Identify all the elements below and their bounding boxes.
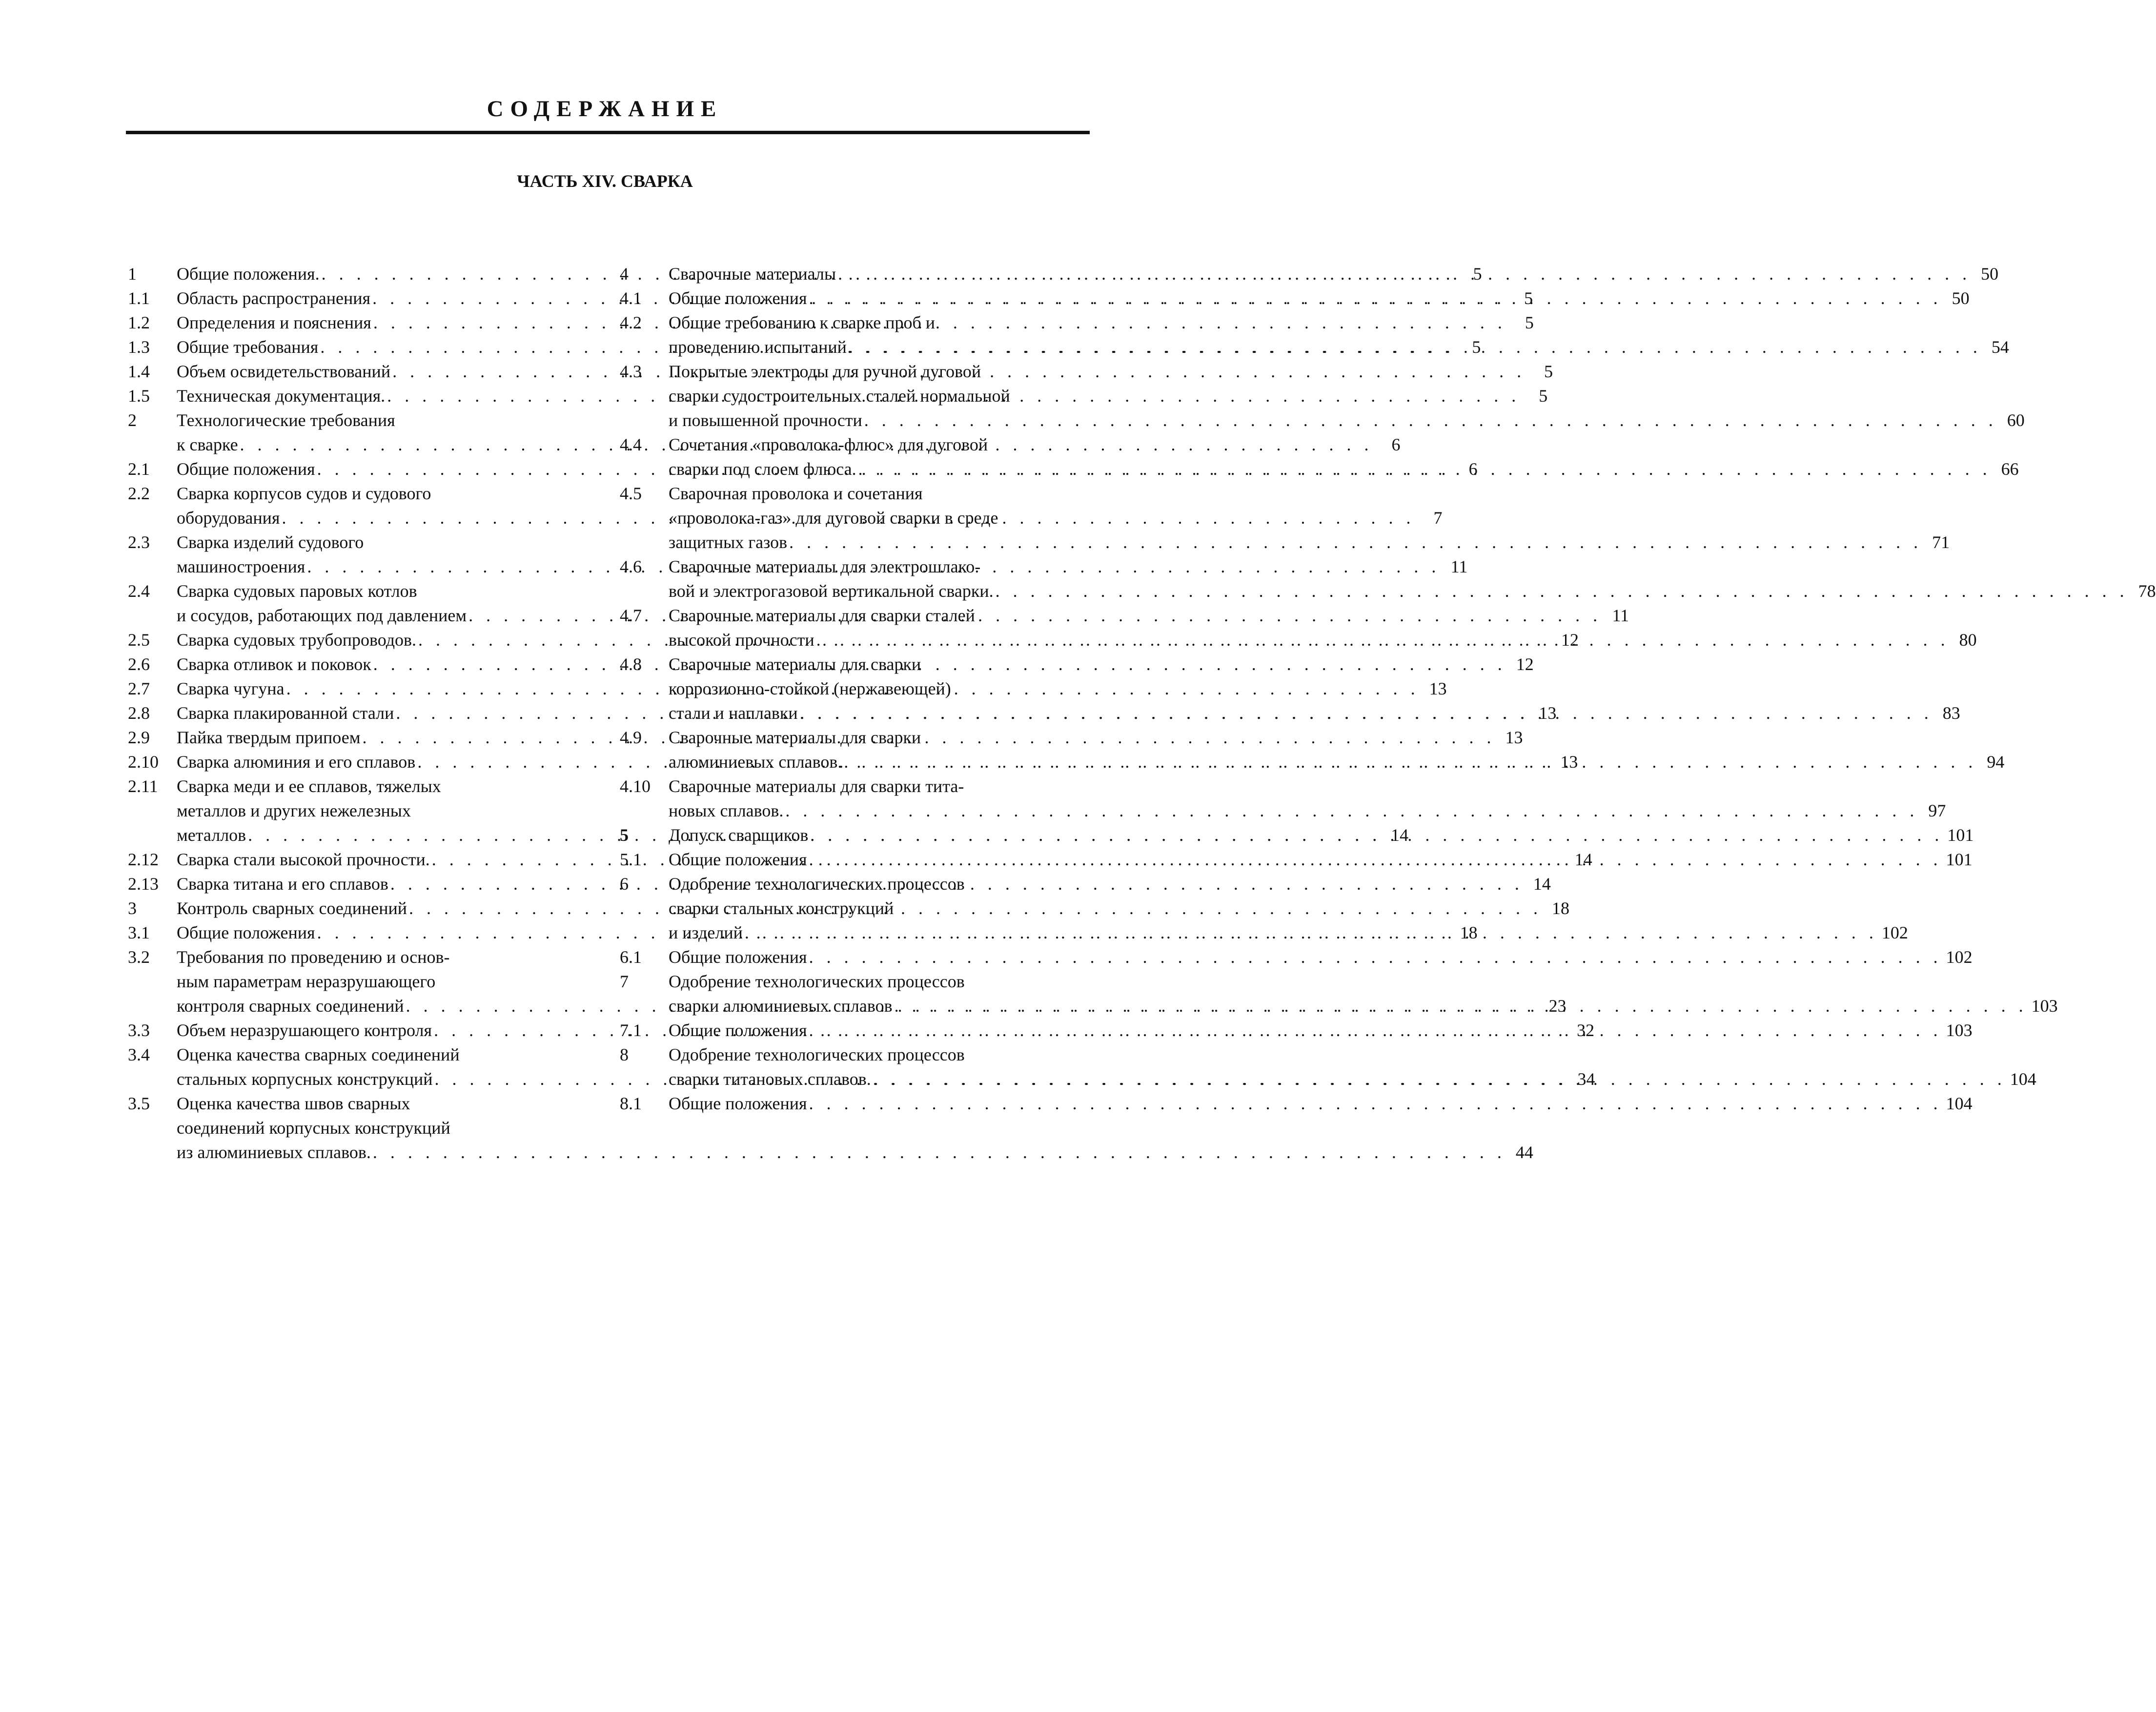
dot-leader xyxy=(807,1091,1942,1116)
toc-entry-number: 6.1 xyxy=(620,947,642,967)
dot-leader xyxy=(807,1018,1942,1042)
toc-entry-title-line: Технологические требования xyxy=(177,410,395,430)
toc-entry-page: 94 xyxy=(1987,752,2005,772)
toc-entry-title-line: Область распространения xyxy=(177,288,371,308)
dot-leader xyxy=(836,262,1971,286)
toc-entry-last-line xyxy=(669,530,1950,554)
toc-entry-title-line: Сварка алюминия и его сплавов xyxy=(177,752,416,772)
toc-entry-title-line: Одобрение технологических процессов xyxy=(669,1045,965,1064)
toc-entry-last-line xyxy=(669,1091,1973,1116)
toc-entry-number: 2.1 xyxy=(128,459,150,479)
toc-entry-title-line: стали и наплавки xyxy=(669,703,798,723)
toc-entry-page: 18 xyxy=(1460,923,1478,942)
toc-entry-number: 2 xyxy=(128,410,137,430)
toc-entry-title-line: Общие положения xyxy=(669,1020,807,1040)
toc-entry-title-line: Сварка стали высокой прочности. xyxy=(177,850,430,869)
dot-leader xyxy=(842,750,1977,774)
toc-entry-number: 1.3 xyxy=(128,337,150,357)
toc-entry-title-line: Сочетания «проволока-флюс» для дуговой xyxy=(669,435,988,454)
toc-entry-title-line: сварки титановых сплавов. xyxy=(669,1069,871,1089)
toc-entry-title-line: соединений корпусных конструкций xyxy=(177,1118,450,1138)
toc-entry-body xyxy=(669,554,2156,603)
toc-entry-page: 78 xyxy=(2138,581,2156,601)
toc-entry-number: 4.2 xyxy=(620,313,642,332)
toc-entry-number: 8.1 xyxy=(620,1094,642,1113)
toc-entry-title-line: Техническая документация. xyxy=(177,386,386,406)
toc-entry-body xyxy=(669,969,2058,1018)
toc-entry-last-line xyxy=(669,798,1946,823)
toc-entry-title-line: машиностроения xyxy=(177,557,305,576)
toc-entry-last-line xyxy=(669,335,2009,359)
toc-entry-title-line: Общие положения xyxy=(669,1094,807,1113)
toc-entry-number: 4.4 xyxy=(620,435,642,454)
toc-entry-title-line: Сварочные материалы xyxy=(669,264,836,284)
toc-entry-page: 83 xyxy=(1942,703,1960,723)
toc-entry-number: 3.2 xyxy=(128,947,150,967)
toc-entry-number: 3.4 xyxy=(128,1045,150,1064)
dot-leader xyxy=(862,408,1997,432)
toc-entry-title-line: Сварка изделий судового xyxy=(177,532,364,552)
toc-entry-title-line: Общие положения xyxy=(177,459,315,479)
toc-entry-number: 3.3 xyxy=(128,1020,150,1040)
dot-leader xyxy=(814,628,1950,652)
toc-entry-page: 5 xyxy=(1525,313,1534,332)
toc-entry-number: 5 xyxy=(620,825,629,845)
toc-entry-title-line: металлов xyxy=(177,825,246,845)
toc-entry-page: 23 xyxy=(1548,996,1566,1016)
toc-entry-number: 2.9 xyxy=(128,728,150,747)
toc-entry-number: 7 xyxy=(620,972,629,991)
toc-entry-last-line xyxy=(669,701,1960,725)
toc-entry-page: 7 xyxy=(1433,508,1443,528)
toc-entry-number: 3 xyxy=(128,898,137,918)
dot-leader xyxy=(807,286,1942,310)
toc-entry-page: 32 xyxy=(1577,1020,1595,1040)
title-rule xyxy=(126,131,1090,134)
toc-entry-title-line: защитных газов xyxy=(669,532,788,552)
toc-entry-number: 7.1 xyxy=(620,1020,642,1040)
toc-entry-title-line: Одобрение технологических процессов xyxy=(669,874,965,894)
toc-entry-last-line xyxy=(669,1067,2036,1091)
toc-entry-number: 4.6 xyxy=(620,557,642,576)
dot-leader xyxy=(871,1067,2006,1091)
toc-entry-title-line: из алюминиевых сплавов. xyxy=(177,1142,371,1162)
toc-entry-page: 5 xyxy=(1524,288,1533,308)
toc-entry-title-line: Сварка титана и его сплавов xyxy=(177,874,388,894)
toc-entry[interactable] xyxy=(620,481,1950,554)
toc-entry-page: 13 xyxy=(1505,728,1523,747)
toc-entry-page: 104 xyxy=(2010,1069,2036,1089)
toc-entry-number: 1 xyxy=(128,264,137,284)
toc-entry-page: 54 xyxy=(1991,337,2009,357)
toc-entry-title-line: Сварка плакированной стали xyxy=(177,703,394,723)
toc-entry-number: 4.3 xyxy=(620,362,642,381)
toc-entry-page: 102 xyxy=(1946,947,1973,967)
toc-entry-title-line: Общие положения. xyxy=(177,264,320,284)
toc-entry-title-line: и повышенной прочности xyxy=(669,410,862,430)
toc-entry-number: 1.4 xyxy=(128,362,150,381)
toc-entry-body xyxy=(669,359,2025,432)
toc-entry-title-line: Общие положения xyxy=(669,288,807,308)
dot-leader xyxy=(783,798,1918,823)
dot-leader xyxy=(856,457,1992,481)
toc-entry-body xyxy=(669,725,2004,774)
toc-entry-title-line: алюминиевых сплавов. xyxy=(669,752,842,772)
toc-entry-title-line: Сварка чугуна xyxy=(177,679,285,698)
toc-entry-number: 3.1 xyxy=(128,923,150,942)
toc-entry-title-line: к сварке xyxy=(177,435,238,454)
dot-leader xyxy=(847,335,1982,359)
toc-entry-title-line: Сварка меди и ее сплавов, тяжелых xyxy=(177,776,441,796)
toc-entry-title-line: Общие требования xyxy=(177,337,319,357)
toc-entry-number: 4.1 xyxy=(620,288,642,308)
toc-entry-number: 2.6 xyxy=(128,654,150,674)
toc-entry-title-line: коррозионно-стойкой (нержавеющей) xyxy=(669,679,951,698)
toc-entry-title-line: Оценка качества швов сварных xyxy=(177,1094,410,1113)
toc-entry-title-line: сварки алюминиевых сплавов xyxy=(669,996,893,1016)
dot-leader xyxy=(807,847,1942,872)
toc-entry-number: 4.5 xyxy=(620,484,642,503)
toc-entry-number: 2.5 xyxy=(128,630,150,650)
toc-entry-page: 103 xyxy=(1946,1020,1973,1040)
toc-entry-title-line: Общие положения xyxy=(669,947,807,967)
toc-entry-number: 2.11 xyxy=(128,776,158,796)
toc-entry-title-line: Пайка твердым припоем xyxy=(177,728,361,747)
toc-entry-body xyxy=(669,603,1977,652)
toc-entry-body xyxy=(669,310,2009,359)
toc-entry-number: 4 xyxy=(620,264,629,284)
toc-entry-title-line: контроля сварных соединений xyxy=(177,996,404,1016)
toc-entry-page: 80 xyxy=(1959,630,1977,650)
toc-entry-title-line: Одобрение технологических процессов xyxy=(669,972,965,991)
toc-entry-number: 2.4 xyxy=(128,581,150,601)
dot-leader xyxy=(808,823,1943,847)
toc-entry-last-line xyxy=(177,1140,1533,1164)
toc-entry-last-line xyxy=(669,262,1998,286)
dot-leader xyxy=(787,530,1922,554)
toc-entry-page: 13 xyxy=(1560,752,1578,772)
toc-entry-page: 101 xyxy=(1946,850,1973,869)
toc-entry-page: 18 xyxy=(1552,898,1570,918)
toc-entry-page: 5 xyxy=(1539,386,1548,406)
toc-entry-body xyxy=(669,847,1973,872)
page-title: СОДЕРЖАНИЕ xyxy=(487,96,723,122)
toc-entry-last-line xyxy=(669,847,1973,872)
toc-entry-title-line: Покрытые электроды для ручной дуговой xyxy=(669,362,981,381)
toc-entry-title-line: Объем освидетельствований xyxy=(177,362,391,381)
toc-entry-page: 101 xyxy=(1947,825,1974,845)
toc-entry-title-line: оборудования xyxy=(177,508,280,528)
toc-entry-page: 6 xyxy=(1391,435,1401,454)
toc-entry-last-line xyxy=(669,1018,1973,1042)
toc-entry-number: 2.13 xyxy=(128,874,159,894)
toc-entry-title-line: Требования по проведению и основ- xyxy=(177,947,450,967)
toc-entry-page: 14 xyxy=(1574,850,1592,869)
toc-entry-body xyxy=(669,262,1998,286)
toc-entry-page: 6 xyxy=(1468,459,1478,479)
toc-entry-page: 50 xyxy=(1952,288,1970,308)
toc-entry-page: 104 xyxy=(1946,1094,1973,1113)
toc-entry-page: 60 xyxy=(2007,410,2025,430)
toc-entry-title-line: вой и электрогазовой вертикальной сварки. xyxy=(669,581,994,601)
toc-entry-page: 5 xyxy=(1544,362,1553,381)
toc-entry-number: 8 xyxy=(620,1045,629,1064)
toc-entry-title-line: Сварка корпусов судов и судового xyxy=(177,484,431,503)
toc-entry-title-line: Общие положения xyxy=(177,923,315,942)
toc-entry-page: 14 xyxy=(1533,874,1551,894)
toc-entry-number: 4.9 xyxy=(620,728,642,747)
toc-entry-page: 12 xyxy=(1561,630,1579,650)
dot-leader xyxy=(743,920,1878,945)
toc-entry-page: 13 xyxy=(1429,679,1447,698)
toc-entry-number: 1.5 xyxy=(128,386,150,406)
toc-entry-number: 1.1 xyxy=(128,288,150,308)
toc-entry-page: 5 xyxy=(1472,337,1481,357)
toc-entry-page: 97 xyxy=(1928,801,1946,820)
toc-entry-body xyxy=(669,1018,1973,1042)
toc-entry-title-line: Объем неразрушающего контроля xyxy=(177,1020,432,1040)
toc-entry-body xyxy=(669,652,1960,725)
toc-entry-number: 3.5 xyxy=(128,1094,150,1113)
toc-entry-number: 6 xyxy=(620,874,629,894)
toc-entry-last-line xyxy=(669,286,1970,310)
dot-leader xyxy=(893,994,2028,1018)
toc-entry-number: 2.2 xyxy=(128,484,150,503)
toc-entry-title-line: Оценка качества сварных соединений xyxy=(177,1045,460,1064)
toc-entry[interactable] xyxy=(620,1091,1973,1116)
toc-entry-title-line: Сварка судовых трубопроводов. xyxy=(177,630,417,650)
toc-entry-title-line: Общие требованию к сварке проб и xyxy=(669,313,936,332)
toc-entry[interactable] xyxy=(620,359,2025,432)
toc-entry-title-line: сварки стальных конструкций xyxy=(669,898,894,918)
toc-entry-page: 44 xyxy=(1515,1142,1533,1162)
toc-entry[interactable] xyxy=(620,432,2019,481)
toc-entry[interactable] xyxy=(620,945,1973,969)
toc-entry-title-line: Сварочные материалы для сварки xyxy=(669,654,921,674)
toc-entry-title-line: и изделий xyxy=(669,923,743,942)
toc-entry[interactable] xyxy=(620,262,1999,286)
toc-entry-page: 13 xyxy=(1539,703,1557,723)
toc-entry-title-line: Сварка судовых паровых котлов xyxy=(177,581,417,601)
toc-entry-body xyxy=(669,286,1970,310)
toc-entry-body xyxy=(669,872,1908,945)
part-title: ЧАСТЬ XIV. СВАРКА xyxy=(517,171,693,191)
toc-entry-page: 50 xyxy=(1981,264,1999,284)
toc-entry-title-line: Контроль сварных соединений xyxy=(177,898,407,918)
dot-leader xyxy=(807,945,1942,969)
toc-entry-page: 71 xyxy=(1932,532,1950,552)
toc-entry-number: 2.8 xyxy=(128,703,150,723)
dot-leader xyxy=(798,701,1933,725)
toc-entry-title-line: высокой прочности xyxy=(669,630,814,650)
toc-entry-body xyxy=(669,481,1950,554)
toc-entry-number: 4.7 xyxy=(620,606,642,625)
toc-entry-last-line xyxy=(669,457,2019,481)
toc-entry-number: 4.8 xyxy=(620,654,642,674)
toc-entry-body xyxy=(669,945,1973,969)
toc-entry-title-line: новых сплавов. xyxy=(669,801,784,820)
toc-entry[interactable] xyxy=(620,286,1970,310)
toc-entry-title-line: Сварочная проволока и сочетания xyxy=(669,484,923,503)
toc-entry-last-line xyxy=(669,408,2025,432)
toc-entry-last-line xyxy=(669,628,1977,652)
toc-entry-title-line: и сосудов, работающих под давлением xyxy=(177,606,467,625)
toc-entry-page: 14 xyxy=(1391,825,1409,845)
toc-entry-number: 2.10 xyxy=(128,752,159,772)
toc-entry-title-line: Сварочные материалы для электрошлако- xyxy=(669,557,981,576)
toc-entry-page: 66 xyxy=(2001,459,2019,479)
toc-entry-title-line: проведению испытаний xyxy=(669,337,847,357)
toc-entry-title-line: Общие положения xyxy=(669,850,807,869)
toc-entry-page: 11 xyxy=(1612,606,1629,625)
toc-entry-number: 5.1 xyxy=(620,850,642,869)
toc-entry-page: 103 xyxy=(2031,996,2058,1016)
toc-entry-title-line: Сварочные материалы для сварки тита- xyxy=(669,776,964,796)
toc-entry-number: 2.12 xyxy=(128,850,159,869)
toc-entry-body xyxy=(669,432,2019,481)
toc-entry-title-line: ным параметрам неразрушающего xyxy=(177,972,436,991)
dot-leader xyxy=(994,579,2129,603)
toc-entry-title-line: Сварочные материалы для сварки xyxy=(669,728,921,747)
toc-entry-title-line: Определения и пояснения xyxy=(177,313,371,332)
toc-entry-page: 5 xyxy=(1473,264,1482,284)
toc-entry-title-line: стальных корпусных конструкций xyxy=(177,1069,433,1089)
toc-entry-number: 2.7 xyxy=(128,679,150,698)
toc-entry-last-line xyxy=(669,750,2004,774)
toc-entry-page: 102 xyxy=(1881,923,1908,942)
toc-entry-page: 12 xyxy=(1516,654,1534,674)
toc-entry-title-line: «проволока-газ» для дуговой сварки в среде xyxy=(669,508,998,528)
dot-leader xyxy=(371,1140,1506,1164)
toc-entry-title-line: Сварочные материалы для сварки сталей xyxy=(669,606,975,625)
toc-entry-last-line xyxy=(669,994,2058,1018)
toc-entry-title-line: сварки судостроительных сталей нормальной xyxy=(669,386,1010,406)
toc-entry[interactable] xyxy=(620,774,1946,823)
toc-entry-body xyxy=(669,1042,2036,1091)
toc-entry-last-line xyxy=(669,920,1908,945)
toc-entry-last-line xyxy=(669,579,2156,603)
toc-entry[interactable] xyxy=(620,310,2009,359)
toc-entry-body xyxy=(669,774,1946,823)
toc-entry-page: 11 xyxy=(1450,557,1468,576)
toc-entry-title-line: сварки под слоем флюса. xyxy=(669,459,856,479)
toc-entry-page: 34 xyxy=(1577,1069,1595,1089)
toc-entry-last-line xyxy=(669,823,1973,847)
toc-entry-number: 4.10 xyxy=(620,776,651,796)
toc-entry-number: 1.2 xyxy=(128,313,150,332)
toc-entry-number: 2.3 xyxy=(128,532,150,552)
toc-entry-body xyxy=(669,1091,1973,1116)
toc-entry-title-line: Сварка отливок и поковок xyxy=(177,654,371,674)
toc-entry-title-line: Допуск сварщиков xyxy=(669,825,809,845)
toc-entry-last-line xyxy=(669,945,1973,969)
toc-entry-body xyxy=(669,823,1973,847)
toc-entry-title-line: металлов и других нежелезных xyxy=(177,801,411,820)
